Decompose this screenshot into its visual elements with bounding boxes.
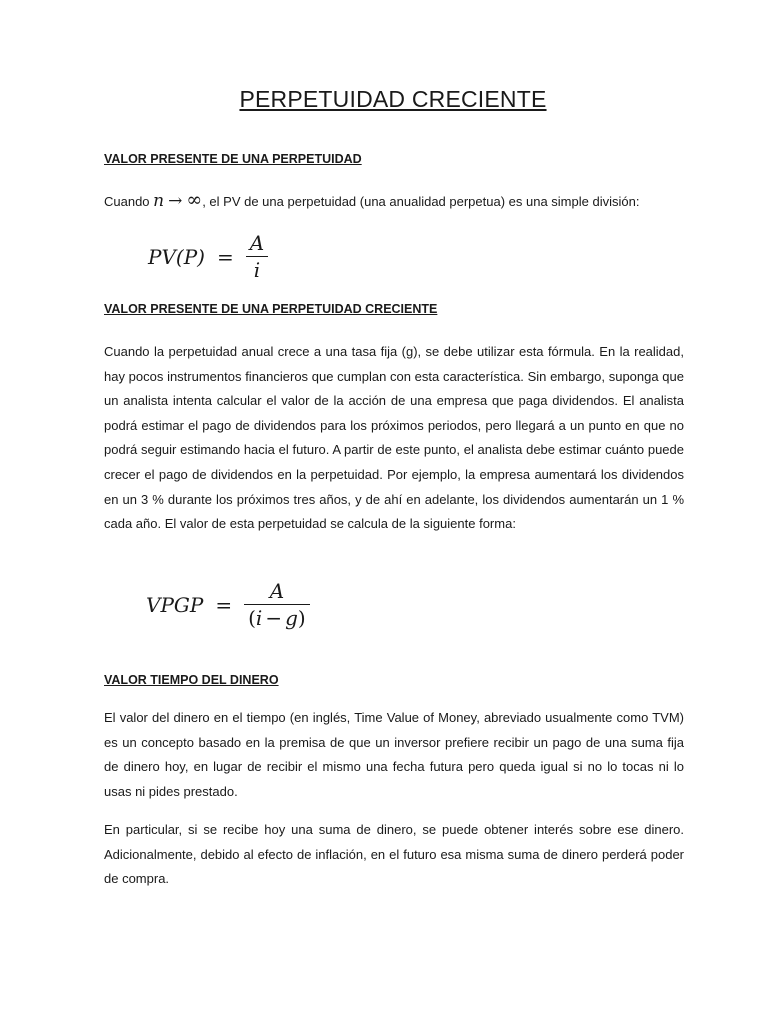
formula-pv-perpetuity: [148, 233, 268, 280]
inline-math-n-to-infinity: [153, 191, 202, 211]
fraction: [246, 233, 268, 280]
den-i: i: [255, 606, 263, 630]
section-heading-growing-perpetuity-pv: VALOR PRESENTE DE UNA PERPETUIDAD CRECIENTE: [104, 302, 438, 316]
formula-vpgp: [146, 581, 310, 628]
tvm-paragraph-2: En particular, si se recibe hoy una suma de dinero, se puede obtener interés sobre ese dinero. Adicionalmente, debido al efecto de inflación, en el futuro esa misma suma de dinero perderá poder de compra.: [104, 822, 684, 887]
section-heading-perpetuity-pv: VALOR PRESENTE DE UNA PERPETUIDAD: [104, 152, 362, 166]
den-g: g: [285, 606, 298, 630]
intro-paragraph: [104, 188, 684, 215]
denominator: i: [253, 258, 261, 282]
intro-text-after: , el PV de una perpetuidad (una anualidad perpetua) es una simple división:: [202, 194, 640, 209]
math-n: n: [153, 191, 165, 211]
growing-perpetuity-paragraph: Cuando la perpetuidad anual crece a una tasa fija (g), se debe utilizar esta fórmula. En la realidad, hay pocos instrumentos financieros que cumplan con esta característica. Sin embargo, suponga que un analista intenta calcular el valor de la acción de una empresa que paga dividendos. El analista podrá estimar el pago de dividendos para los próximos periodos, pero llegará a un punto en que no podrá seguir estimando hacia el futuro. A partir de este punto, el analista debe estimar cuánto puede crecer el pago de dividendos en la perpetuidad. Por ejemplo, la empresa aumentará los dividendos en un 3 % durante los próximos tres años, y de ahí en adelante, los dividendos aumentarán un 1 % cada año. El valor de esta perpetuidad se calcula de la siguiente forma:: [104, 344, 684, 532]
formula-lhs: PV(P): [148, 244, 205, 269]
tvm-paragraph-1: El valor del dinero en el tiempo (en inglés, Time Value of Money, abreviado usualmente como TVM) es un concepto basado en la premisa de que un inversor prefiere recibir un pago de una suma fija de dinero hoy, en lugar de recibir el mismo una fecha futura pero queda igual si no lo tocas ni lo usas ni pides prestado.: [104, 710, 684, 799]
numerator: A: [269, 579, 285, 603]
infinity-symbol: ∞: [186, 189, 203, 211]
minus-sign: −: [265, 606, 283, 630]
formula-lhs: VPGP: [146, 592, 204, 617]
equals-sign: =: [216, 244, 234, 269]
page-title: PERPETUIDAD CRECIENTE: [239, 86, 547, 112]
section-heading-time-value-of-money: VALOR TIEMPO DEL DINERO: [104, 673, 279, 687]
arrow-symbol: →: [168, 191, 183, 211]
equals-sign: =: [215, 592, 233, 617]
close-paren: ): [297, 606, 306, 630]
numerator: A: [249, 231, 265, 255]
fraction: [244, 581, 310, 628]
intro-text-before: Cuando: [104, 194, 150, 209]
open-paren: (: [248, 606, 256, 630]
denominator: [244, 605, 310, 628]
